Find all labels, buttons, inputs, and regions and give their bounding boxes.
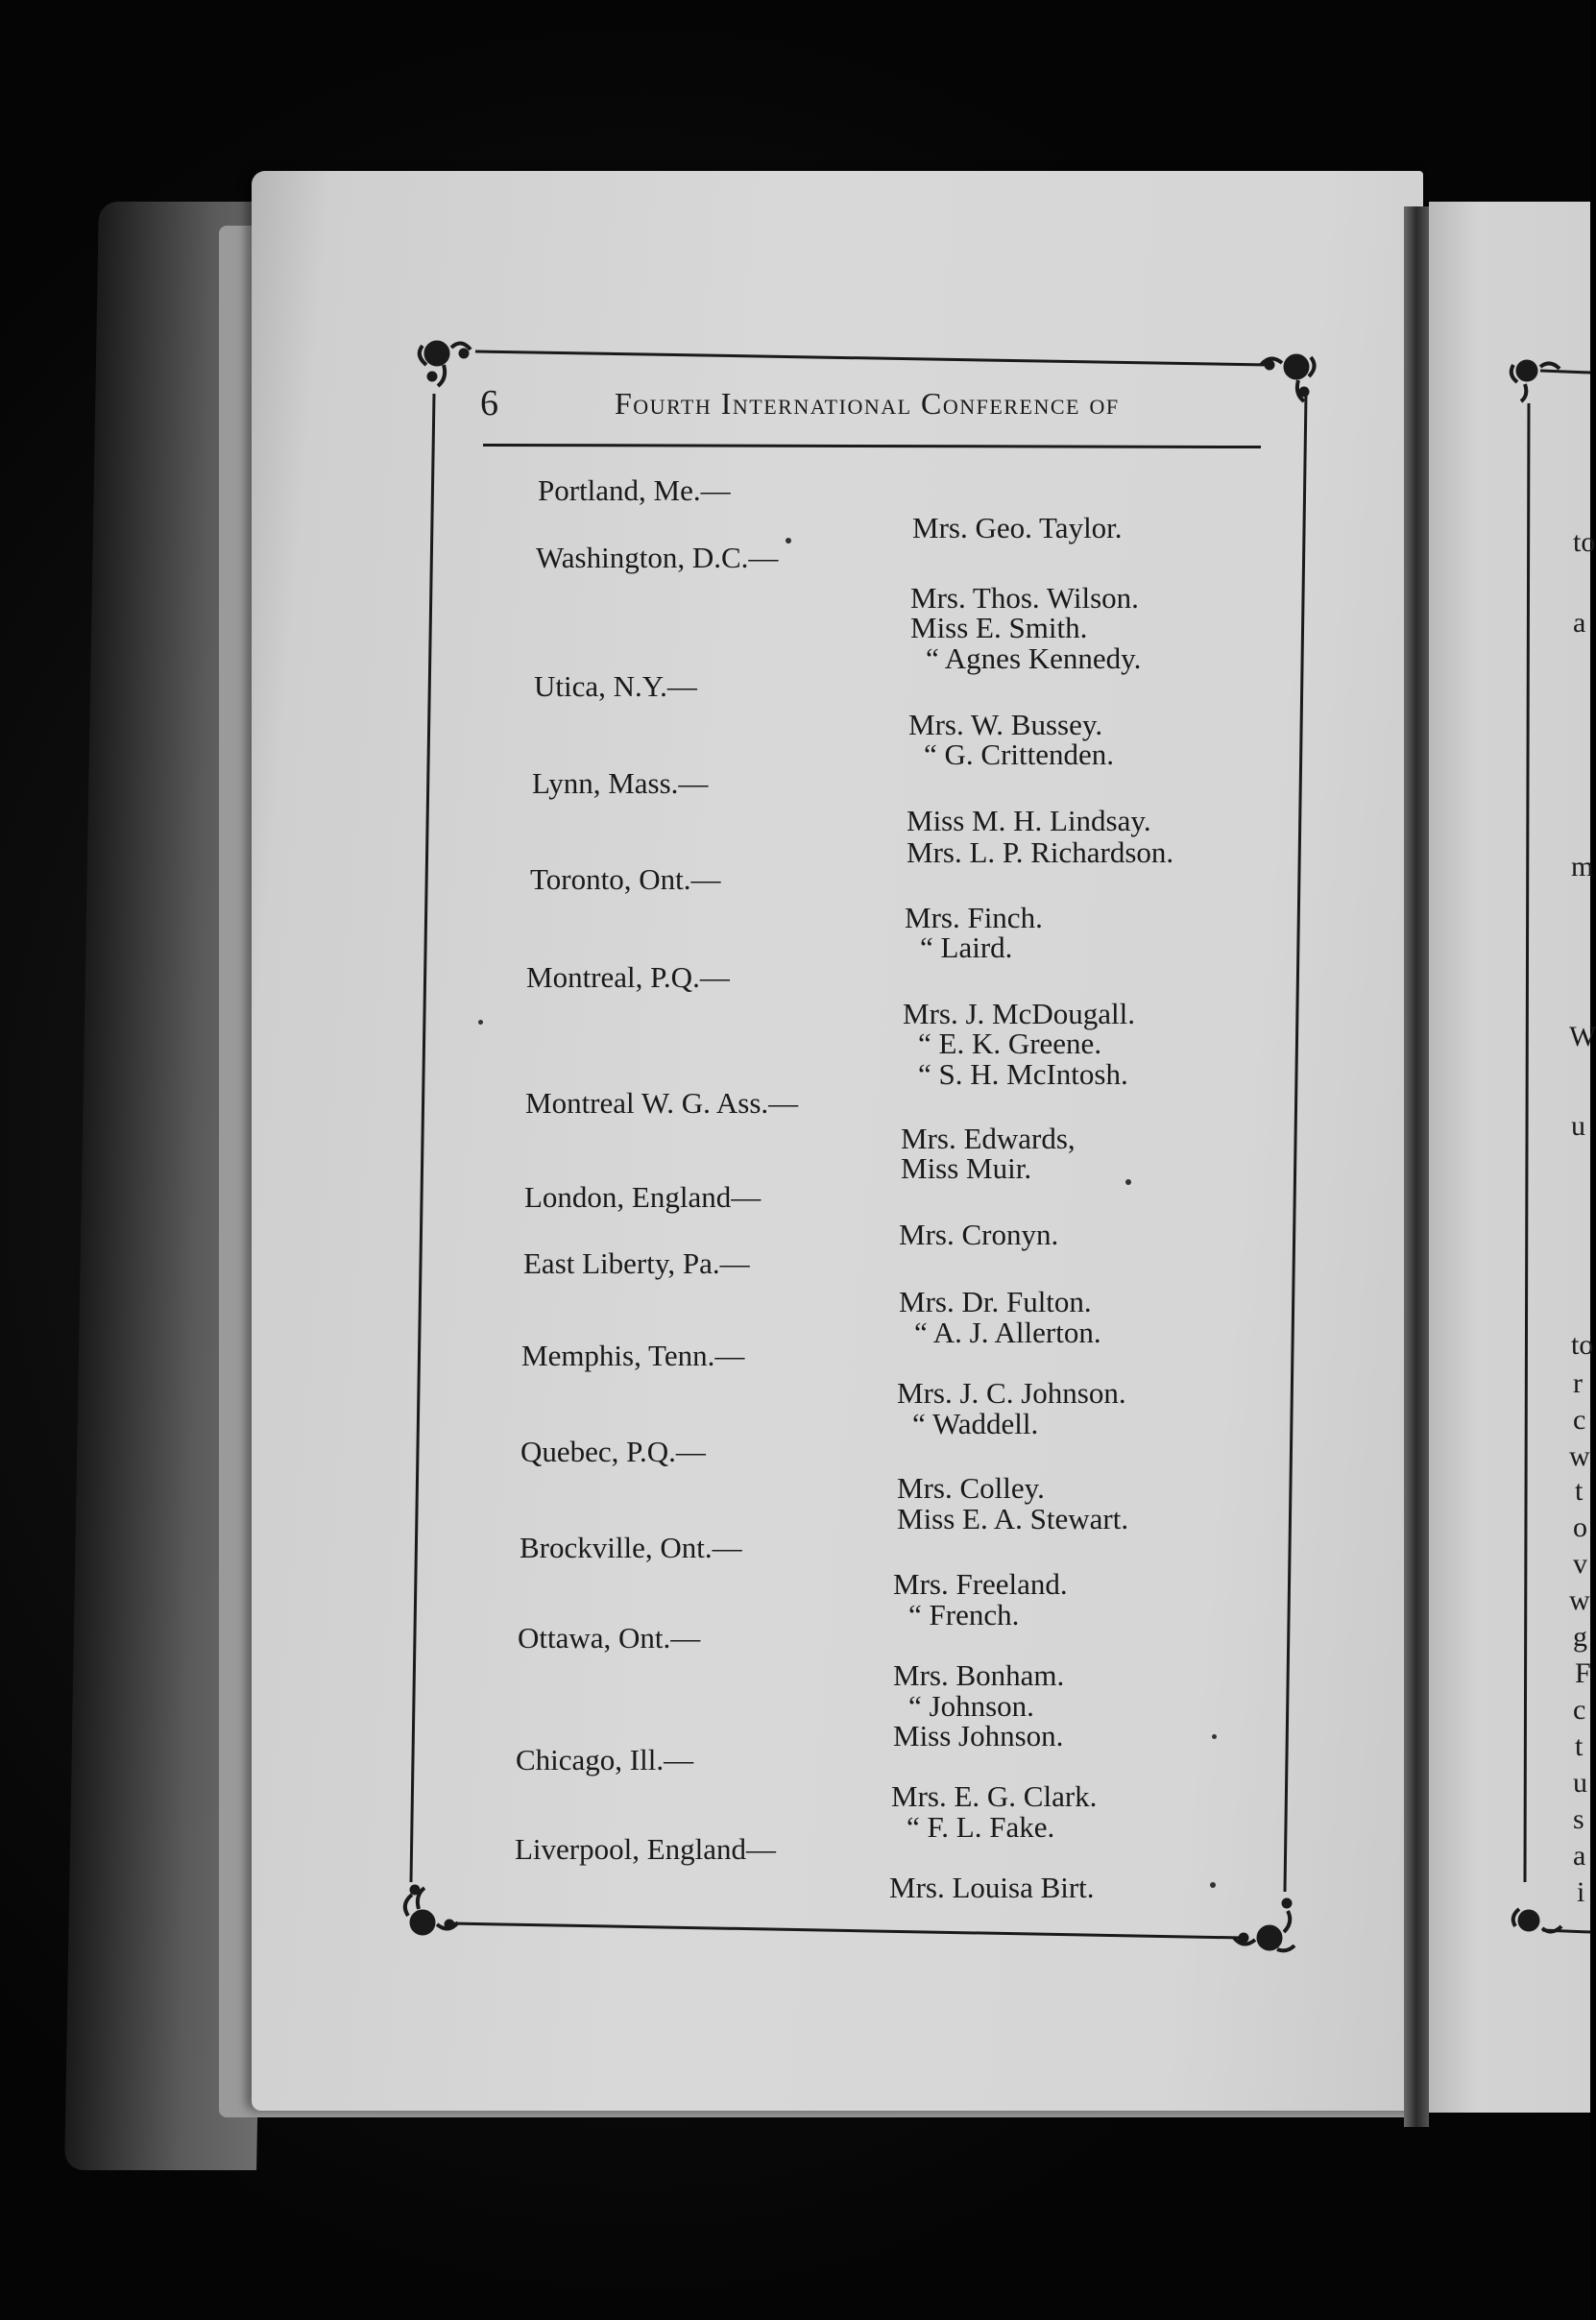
fragment: r [1573, 1367, 1583, 1399]
fragment: t [1575, 1730, 1584, 1762]
member-name: “ G. Crittenden. [924, 737, 1115, 771]
member-name: Miss Muir. [901, 1151, 1032, 1185]
member-name: Mrs. J. C. Johnson. [897, 1376, 1126, 1410]
fragment: w [1569, 1584, 1590, 1616]
fragment: g [1573, 1621, 1587, 1653]
fragment: m [1571, 851, 1594, 882]
city-label: Utica, N.Y.— [534, 669, 697, 703]
dust-speck [786, 538, 791, 544]
member-name: “ Laird. [920, 930, 1013, 964]
fragment: u [1571, 1110, 1585, 1142]
fragment: w [1569, 1440, 1590, 1472]
member-name: “ A. J. Allerton. [914, 1316, 1101, 1349]
city-label: Toronto, Ont.— [530, 862, 721, 896]
running-title: Fourth International Conference of [615, 386, 1120, 421]
member-name: Mrs. Louisa Birt. [889, 1871, 1095, 1904]
city-label: Memphis, Tenn.— [521, 1339, 745, 1372]
member-name: Mrs. L. P. Richardson. [907, 835, 1174, 869]
fragment: v [1573, 1548, 1587, 1580]
corner-ornament-bottom-right [1234, 1898, 1294, 1950]
member-name: Mrs. Bonham. [893, 1658, 1065, 1692]
fragment: u [1573, 1767, 1587, 1799]
city-label: Quebec, P.Q.— [520, 1435, 706, 1468]
member-name: Mrs. Cronyn. [899, 1218, 1059, 1251]
city-label: Montreal W. G. Ass.— [525, 1086, 799, 1120]
city-label: Ottawa, Ont.— [518, 1621, 701, 1655]
member-name: Mrs. E. G. Clark. [891, 1779, 1098, 1813]
fragment: a [1573, 607, 1586, 639]
member-name: “ French. [908, 1598, 1020, 1631]
member-name: Mrs. Dr. Fulton. [899, 1285, 1092, 1318]
fragment: to [1571, 1329, 1594, 1361]
fragment: s [1573, 1803, 1584, 1835]
dust-speck [478, 1020, 483, 1025]
fragment: to [1573, 526, 1596, 558]
fragment: W [1569, 1021, 1596, 1052]
member-name: Mrs. W. Bussey. [908, 708, 1103, 741]
fragment: o [1573, 1511, 1587, 1543]
facing-ornament-bottom [1513, 1909, 1590, 1932]
fragment: i [1577, 1876, 1585, 1908]
member-name: Mrs. Freeland. [893, 1567, 1068, 1601]
corner-ornament-top-left [420, 341, 471, 386]
city-label: Liverpool, England— [515, 1832, 777, 1866]
member-name: Mrs. Thos. Wilson. [910, 581, 1139, 615]
member-name: Miss E. A. Stewart. [897, 1502, 1129, 1535]
fragment: F [1575, 1657, 1591, 1689]
member-name: Mrs. J. McDougall. [903, 997, 1135, 1030]
member-name: Miss M. H. Lindsay. [907, 804, 1151, 837]
member-name: “ Waddell. [912, 1407, 1039, 1440]
fragment: t [1575, 1475, 1584, 1507]
member-name: Miss E. Smith. [910, 611, 1088, 644]
city-label: Washington, D.C.— [536, 541, 779, 574]
member-name: “ Johnson. [908, 1689, 1034, 1723]
city-label: East Liberty, Pa.— [523, 1246, 750, 1280]
member-name: “ Agnes Kennedy. [926, 641, 1142, 675]
city-label: London, England— [524, 1180, 762, 1214]
city-label: Chicago, Ill.— [516, 1743, 694, 1776]
member-name: Mrs. Colley. [897, 1471, 1045, 1505]
fragment: c [1573, 1694, 1586, 1726]
running-head [0, 382, 1590, 430]
city-label: Brockville, Ont.— [520, 1531, 742, 1564]
member-name: Mrs. Edwards, [901, 1122, 1076, 1155]
dust-speck [1212, 1734, 1217, 1739]
city-label: Montreal, P.Q.— [526, 960, 730, 994]
fragment: c [1573, 1404, 1586, 1436]
city-label: Lynn, Mass.— [532, 766, 709, 800]
member-name: Mrs. Geo. Taylor. [912, 511, 1123, 544]
dust-speck [1125, 1179, 1131, 1185]
member-name: “ F. L. Fake. [907, 1810, 1055, 1844]
corner-ornament-bottom-left [405, 1885, 458, 1935]
member-name: Miss Johnson. [893, 1719, 1064, 1752]
page-number: 6 [480, 383, 498, 423]
fragment: a [1573, 1840, 1586, 1872]
member-name: “ S. H. McIntosh. [918, 1057, 1128, 1091]
member-name: Mrs. Finch. [905, 901, 1043, 934]
member-name: “ E. K. Greene. [918, 1027, 1102, 1060]
dust-speck [1210, 1882, 1216, 1888]
city-label: Portland, Me.— [538, 473, 731, 507]
